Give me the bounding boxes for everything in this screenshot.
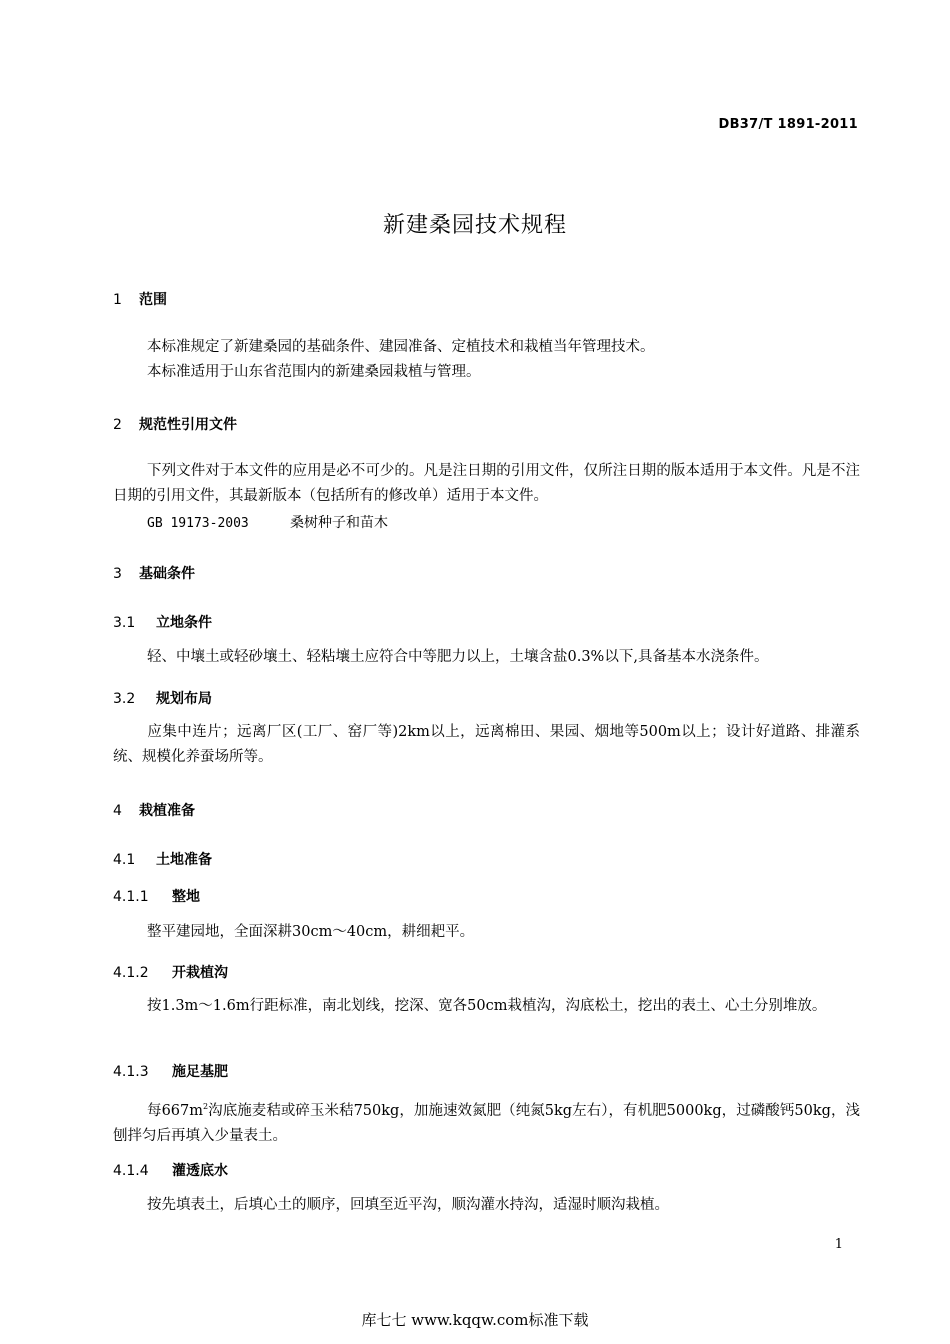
section-4-1-2-heading bbox=[113, 962, 228, 982]
paragraph: 本标准规定了新建桑园的基础条件、建园准备、定植技术和栽植当年管理技术。 bbox=[147, 339, 655, 355]
section-2-heading bbox=[113, 414, 237, 434]
section-1-heading bbox=[113, 289, 167, 309]
paragraph: 按先填表土，后填心土的顺序，回填至近平沟，顺沟灌水持沟，适湿时顺沟栽植。 bbox=[147, 1197, 669, 1213]
section-number: 2 bbox=[113, 417, 122, 433]
section-number: 4.1.3 bbox=[113, 1064, 149, 1080]
paragraph: 每$667m^2$沟底施麦秸或碎玉米秸750kg，加施速效氮肥（纯氮5kg左右），有机肥5000kg，过磷酸钙50kg，浅刨拌匀后再填入少量表土。 bbox=[113, 1102, 860, 1144]
section-title: 范围 bbox=[139, 292, 167, 308]
section-number: 3 bbox=[113, 566, 122, 582]
section-2-body bbox=[113, 459, 860, 509]
section-4-heading bbox=[113, 800, 195, 820]
section-3-2-body bbox=[113, 720, 860, 770]
reference-title: 桑树种子和苗木 bbox=[290, 515, 388, 531]
page-number: 1 bbox=[834, 1237, 843, 1252]
section-number: 4.1.4 bbox=[113, 1163, 149, 1179]
section-title: 立地条件 bbox=[156, 615, 212, 631]
section-4-1-1-body bbox=[113, 920, 860, 945]
section-4-1-2-body bbox=[113, 994, 860, 1019]
section-number: 4.1.1 bbox=[113, 889, 149, 905]
paragraph: 本标准适用于山东省范围内的新建桑园栽植与管理。 bbox=[147, 364, 481, 380]
normative-reference bbox=[147, 512, 388, 532]
paragraph: 应集中连片；远离厂区(工厂、窑厂等)2km以上，远离棉田、果园、烟地等500m以上；设计好道路、排灌系统、规模化养蚕场所等。 bbox=[113, 724, 860, 765]
paragraph: 整平建园地，全面深耕30cm～40cm，耕细耙平。 bbox=[147, 924, 475, 940]
reference-code: GB 19173-2003 bbox=[147, 516, 249, 531]
section-title: 灌透底水 bbox=[172, 1163, 228, 1179]
section-1-body bbox=[113, 335, 860, 385]
section-3-2-heading bbox=[113, 688, 212, 708]
section-title: 栽植准备 bbox=[139, 803, 195, 819]
section-title: 基础条件 bbox=[139, 566, 195, 582]
section-number: 4 bbox=[113, 803, 122, 819]
section-4-1-heading bbox=[113, 849, 212, 869]
section-3-1-heading bbox=[113, 612, 212, 632]
section-number: 3.1 bbox=[113, 615, 136, 631]
section-4-1-4-heading bbox=[113, 1160, 228, 1180]
section-title: 整地 bbox=[172, 889, 200, 905]
section-title: 规范性引用文件 bbox=[139, 417, 237, 433]
section-title: 规划布局 bbox=[156, 691, 212, 707]
section-title: 土地准备 bbox=[156, 852, 212, 868]
section-title: 开栽植沟 bbox=[172, 965, 228, 981]
section-4-1-3-body bbox=[113, 1094, 860, 1149]
document-code: DB37/T 1891-2011 bbox=[718, 117, 858, 132]
section-number: 4.1.2 bbox=[113, 965, 149, 981]
section-3-1-body bbox=[113, 645, 860, 670]
section-4-1-4-body bbox=[113, 1193, 860, 1218]
section-4-1-1-heading bbox=[113, 886, 200, 906]
section-number: 4.1 bbox=[113, 852, 136, 868]
paragraph: 按1.3m～1.6m行距标准，南北划线，挖深、宽各50cm栽植沟，沟底松土，挖出的表土、心土分别堆放。 bbox=[147, 998, 827, 1014]
section-number: 1 bbox=[113, 292, 122, 308]
section-4-1-3-heading bbox=[113, 1061, 228, 1081]
document-title: 新建桑园技术规程 bbox=[382, 213, 567, 238]
section-title: 施足基肥 bbox=[172, 1064, 228, 1080]
section-3-heading bbox=[113, 563, 195, 583]
footer-watermark: 库七七 www.kqqw.com标准下载 bbox=[361, 1311, 589, 1329]
paragraph: 下列文件对于本文件的应用是必不可少的。凡是注日期的引用文件，仅所注日期的版本适用于本文件。凡是不注日期的引用文件，其最新版本（包括所有的修改单）适用于本文件。 bbox=[113, 463, 860, 504]
paragraph: 轻、中壤土或轻砂壤土、轻粘壤土应符合中等肥力以上，土壤含盐0.3%以下,具备基本水浇条件。 bbox=[147, 649, 769, 665]
section-number: 3.2 bbox=[113, 691, 136, 707]
